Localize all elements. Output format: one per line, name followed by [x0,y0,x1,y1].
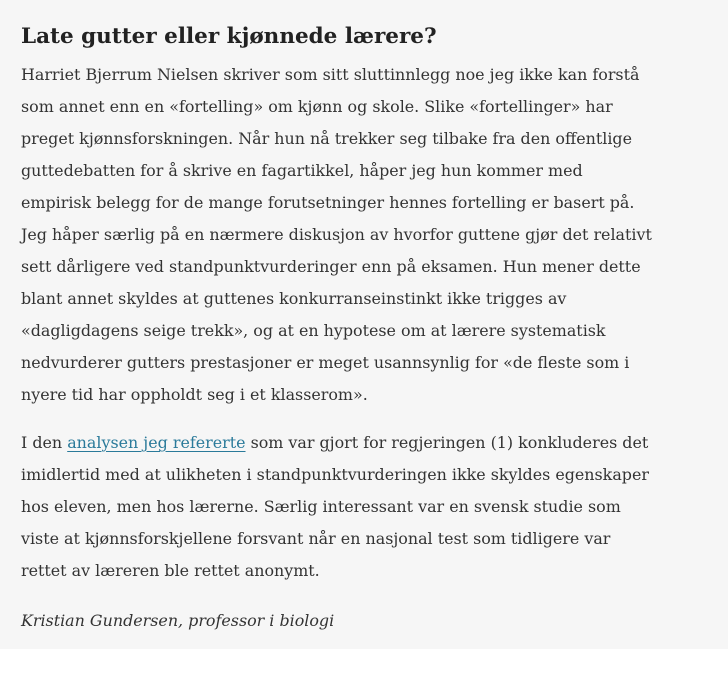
paragraph-2 [21,427,720,587]
article-title: Late gutter eller kjønnede lærere? [21,24,437,49]
paragraph-2-text-end: som var gjort for regjeringen (1) konkluderes det imidlertid med at ulikheten i standpunktvurderingen ikke skyldes egenskaper hos eleven, men hos lærerne. Særlig interessant var en svensk studie som viste at kjønnsforskjellene forsvant når en nasjonal test som tidligere var rettet av læreren ble rettet anonymt. [21,433,649,580]
paragraph-1: Harriet Bjerrum Nielsen skriver som sitt sluttinnlegg noe jeg ikke kan forstå som annet enn en «fortelling» om kjønn og skole. Slike «fortellinger» har preget kjønnsforskningen. Når hun nå trekker seg tilbake fra den offentlige guttedebatten for å skrive en fagartikkel, håper jeg hun kommer med empirisk belegg for de mange forutsetninger hennes fortelling er basert på. Jeg håper særlig på en nærmere diskusjon av hvorfor guttene gjør det relativt sett dårligere ved standpunktvurderinger enn på eksamen. Hun mener dette blant annet skyldes at guttenes konkurranseinstinkt ikke trigges av «dagligdagens seige trekk», og at en hypotese om at lærere systematisk nedvurderer gutters prestasjoner er meget usannsynlig for «de fleste som i nyere tid har oppholdt seg i et klasserom». [21,65,652,404]
analysis-link[interactable]: analysen jeg refererte [67,433,246,452]
paragraph-2-text-start: I den [21,433,68,452]
article-body [0,22,728,637]
author-signature: Kristian Gundersen, professor i biologi [21,611,335,630]
